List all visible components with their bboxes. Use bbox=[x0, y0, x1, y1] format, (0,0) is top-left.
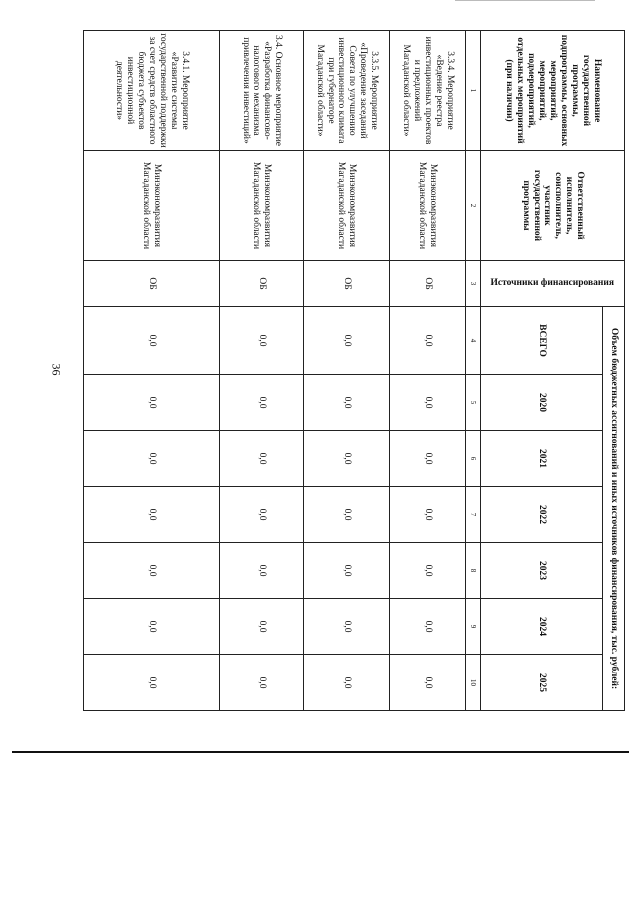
row-source: ОБ bbox=[220, 261, 304, 307]
row-value: 0,0 bbox=[220, 431, 304, 487]
row-responsible: Минэкономразвития Магаданской области bbox=[220, 151, 304, 261]
column-number-row bbox=[466, 31, 481, 711]
row-value: 0,0 bbox=[304, 375, 390, 431]
table-row bbox=[220, 31, 304, 711]
column-number: 2 bbox=[466, 151, 481, 261]
header-year: 2024 bbox=[481, 599, 603, 655]
table-row bbox=[84, 31, 220, 711]
row-value: 0,0 bbox=[84, 599, 220, 655]
header-volume: Объем бюджетных ассигнований и иных источников финансирования, тыс. рублей: bbox=[603, 307, 625, 711]
row-value: 0,0 bbox=[220, 487, 304, 543]
row-value: 0,0 bbox=[220, 599, 304, 655]
column-number: 4 bbox=[466, 307, 481, 375]
row-source: ОБ bbox=[390, 261, 466, 307]
row-value: 0,0 bbox=[304, 655, 390, 711]
header-name: Наименование государственной программы, подпрограммы, основных мероприятий, мероприятий, подмероприятий, отдельных мероприятий (при наличии) bbox=[481, 31, 625, 151]
row-name: 3.3.4. Мероприятие «Ведение реестра инвестиционных проектов и предложений Магаданской области» bbox=[390, 31, 466, 151]
row-value: 0,0 bbox=[220, 375, 304, 431]
header-total: ВСЕГО bbox=[481, 307, 603, 375]
table-row bbox=[304, 31, 390, 711]
row-value: 0,0 bbox=[390, 375, 466, 431]
row-value: 0,0 bbox=[84, 375, 220, 431]
row-value: 0,0 bbox=[304, 599, 390, 655]
row-name: 3.3.5. Мероприятие «Проведение заседаний Совета по улучшению инвестиционного климата при губернаторе Магаданской области» bbox=[304, 31, 390, 151]
row-value: 0,0 bbox=[84, 487, 220, 543]
header-responsible: Ответственный исполнитель, соисполнитель, участник государственной программы bbox=[481, 151, 625, 261]
header-year: 2023 bbox=[481, 543, 603, 599]
rotated-table-container bbox=[59, 30, 625, 710]
header-year: 2022 bbox=[481, 487, 603, 543]
row-value: 0,0 bbox=[390, 543, 466, 599]
column-number: 7 bbox=[466, 487, 481, 543]
row-source: ОБ bbox=[304, 261, 390, 307]
header-source bbox=[481, 261, 625, 307]
row-value: 0,0 bbox=[84, 655, 220, 711]
column-number: 5 bbox=[466, 375, 481, 431]
row-value: 0,0 bbox=[304, 543, 390, 599]
row-value: 0,0 bbox=[220, 655, 304, 711]
page-number: 36 bbox=[49, 363, 64, 376]
row-value: 0,0 bbox=[84, 543, 220, 599]
column-number: 1 bbox=[466, 31, 481, 151]
row-responsible: Минэкономразвития Магаданской области bbox=[84, 151, 220, 261]
table-row bbox=[390, 31, 466, 711]
row-name: 3.4. Основное мероприятие «Разработка финансово-налогового механизма привлечения инвестиций» bbox=[220, 31, 304, 151]
row-value: 0,0 bbox=[390, 655, 466, 711]
row-source: ОБ bbox=[84, 261, 220, 307]
row-value: 0,0 bbox=[84, 431, 220, 487]
bottom-divider-line bbox=[12, 751, 629, 753]
column-number: 10 bbox=[466, 655, 481, 711]
row-value: 0,0 bbox=[304, 487, 390, 543]
row-value-total: 0,0 bbox=[304, 307, 390, 375]
header-year: 2021 bbox=[481, 431, 603, 487]
row-responsible: Минэкономразвития Магаданской области bbox=[304, 151, 390, 261]
header-source-text: Источники финансирования bbox=[490, 278, 615, 289]
top-edge-line bbox=[455, 0, 595, 1]
row-value: 0,0 bbox=[390, 599, 466, 655]
column-number: 9 bbox=[466, 599, 481, 655]
row-value: 0,0 bbox=[304, 431, 390, 487]
header-year: 2020 bbox=[481, 375, 603, 431]
row-value-total: 0,0 bbox=[220, 307, 304, 375]
financing-table bbox=[83, 30, 625, 711]
row-responsible: Минэкономразвития Магаданской области bbox=[390, 151, 466, 261]
row-value: 0,0 bbox=[390, 487, 466, 543]
row-value: 0,0 bbox=[390, 431, 466, 487]
header-year: 2025 bbox=[481, 655, 603, 711]
row-value-total: 0,0 bbox=[84, 307, 220, 375]
column-number: 6 bbox=[466, 431, 481, 487]
column-number: 8 bbox=[466, 543, 481, 599]
row-name: 3.4.1. Мероприятие «Развитие системы государственной поддержки за счет средств областного бюджета субъектов инвестиционной деятельности» bbox=[84, 31, 220, 151]
row-value: 0,0 bbox=[220, 543, 304, 599]
row-value-total: 0,0 bbox=[390, 307, 466, 375]
column-number: 3 bbox=[466, 261, 481, 307]
